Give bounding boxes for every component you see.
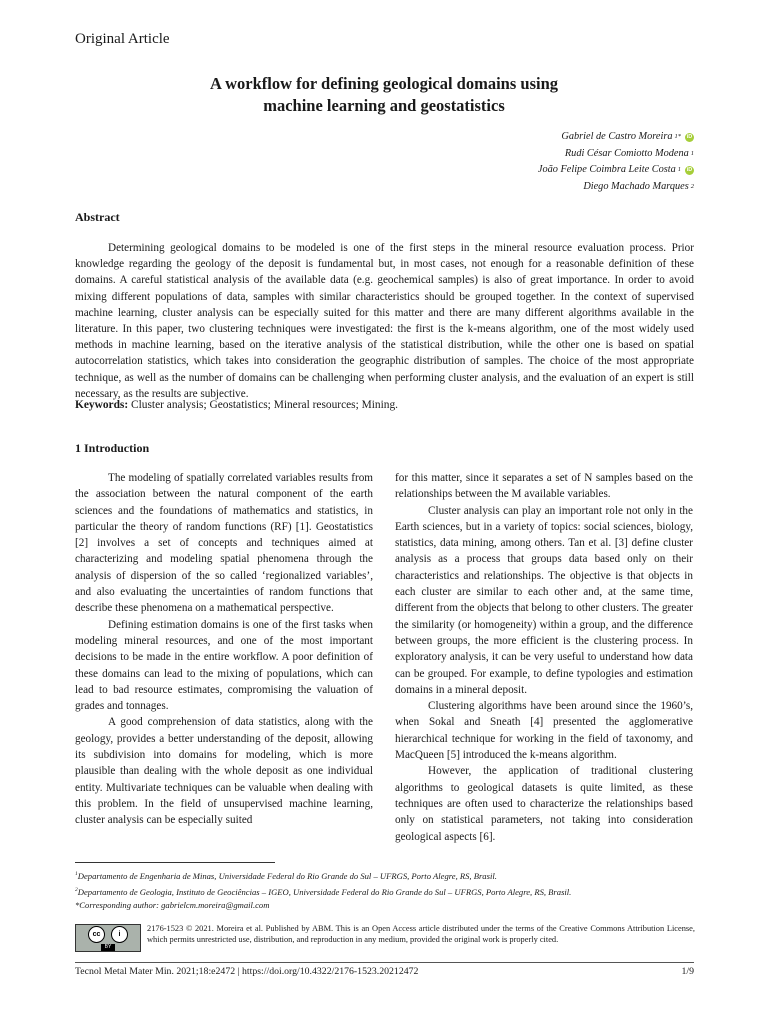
author-name: Rudi César Comiotto Modena: [564, 147, 689, 159]
author-item: Rudi César Comiotto Modena 1: [538, 146, 694, 163]
section-heading-introduction: 1 Introduction: [75, 441, 150, 455]
title-line-2: machine learning and geostatistics: [263, 96, 505, 115]
paragraph: Defining estimation domains is one of the first tasks when modeling mineral resources, and one of the most important decisions to be made in the entire workflow. A poor definition of these domains can lead to the mixing of populations, which can lead to bad resource estimates, compromising the valuation of grades and tonnages.: [75, 618, 373, 713]
page-footer: [75, 966, 694, 977]
article-type-label: Original Article: [75, 31, 170, 47]
keywords-label: Keywords:: [75, 399, 129, 411]
footnote: [75, 883, 695, 899]
license-by-label: BY: [101, 944, 116, 951]
orcid-icon[interactable]: iD: [686, 133, 693, 140]
affiliation-footnotes: [75, 867, 695, 899]
license-block: [75, 924, 695, 952]
column-right: [395, 470, 693, 845]
keywords: [75, 399, 694, 411]
keywords-text: Cluster analysis; Geostatistics; Mineral resources; Mining.: [131, 399, 399, 411]
author-item: Diego Machado Marques 2: [538, 179, 694, 196]
cc-by-license-icon[interactable]: [75, 924, 141, 952]
author-name: João Felipe Coimbra Leite Costa: [537, 164, 676, 175]
author-item: João Felipe Coimbra Leite Costa 1 iD: [538, 162, 694, 179]
footnote-divider: [75, 862, 275, 863]
paragraph: The modeling of spatially correlated variables results from the association between the natural component of the earth sciences and the foundations of mathematics and statistics, in particular the theory of random functions (RF) [1]. Geostatistics [2] involves a set of concepts and techniques aimed at characterizing and modeling spatial phenomena through the analysis of dispersion of the so called ‘regionalized variables’, and also evaluating the uncertainties of random functions that describe these phenomena on a mathematical perspective.: [75, 472, 373, 615]
creative-commons-icon: cc: [88, 926, 105, 943]
paragraph-continuation: for this matter, since it separates a set of N samples based on the relationships between the M available variables.: [395, 472, 693, 501]
article-title: [100, 73, 668, 117]
footnote-marker: 1: [75, 871, 78, 877]
license-text: 2176-1523 © 2021. Moreira et al. Published by ABM. This is an Open Access article distributed under the terms of the Creative Commons Attribution License, which permits unrestricted use, distribution, and reproduction in any medium, provided the original work is properly cited.: [147, 924, 695, 944]
corresponding-author: *Corresponding author: gabrielcm.moreira@gmail.com: [75, 900, 270, 910]
paragraph: Cluster analysis can play an important role not only in the Earth sciences, but in a variety of topics: social sciences, biology, statistics, data mining, among others. Tan et al. [3] define cluster analysis as a process that groups data based only on their characteristics and relationships. The objective is that objects in each cluster are similar to each other and, at the same time, different from the objects that belong to other clusters. The greater the similarity (or homogeneity) within a group, and the difference between groups, the more efficient is the clustering process. In exploratory analysis, it can be very useful to understand how data can be grouped. For example, to define typologies and estimation domains in a mineral deposit.: [395, 504, 693, 696]
footnote-marker: 2: [75, 886, 78, 893]
paragraph: However, the application of traditional clustering algorithms to geological datasets is quite limited, as these techniques are often used to characterize the relationships based only on statistical parameters, not taking into consideration geological aspects [6].: [395, 765, 693, 843]
orcid-icon[interactable]: iD: [686, 166, 693, 173]
journal-citation[interactable]: Tecnol Metal Mater Min. 2021;18:e2472 | https://doi.org/10.4322/2176-1523.20212472: [75, 966, 419, 977]
column-left: [75, 470, 373, 829]
footnote-text: Departamento de Engenharia de Minas, Universidade Federal do Rio Grande do Sul – UFRGS, Porto Alegre, RS, Brasil.: [77, 870, 497, 881]
footer-divider: [75, 962, 694, 963]
author-item: Gabriel de Castro Moreira 1* iD: [538, 129, 694, 146]
abstract-body: Determining geological domains to be modeled is one of the first steps in the mineral resource evaluation process. Prior knowledge regarding the geology of the deposit is fundamental but, in most cases, not enough for a reasonable definition of these domains. A careful statistical analysis of the available data (e.g. geochemical samples) is also of great importance. In order to avoid mixing different populations of data, samples with similar characteristics should be grouped together. In the context of supervised machine learning, cluster analysis can be especially suited for this matter and there are many different algorithms available in the literature. In this paper, two clustering techniques were investigated: the first is the k-means algorithm, one of the most widely used methods in machine learning, based on the iterative analysis of the statistical distribution, while the other one is based on spatial autocorrelation statistics, which takes into consideration the geographic distribution of samples. The choice of the most appropriate technique, as well as the number of domains can be challenging when performing cluster analysis, and the evaluation of an expert is still necessary, as the results are subjective.: [75, 242, 694, 400]
title-line-1: A workflow for defining geological domains using: [209, 74, 559, 93]
attribution-person-icon: i: [111, 926, 128, 943]
footnote-text: Departamento de Geologia, Instituto de Geociências – IGEO, Universidade Federal do Rio Grande do Sul – UFRGS, Porto Alegre, RS, Brasil.: [77, 886, 572, 897]
author-list: [538, 129, 694, 195]
paragraph: Clustering algorithms have been around since the 1960’s, when Sokal and Sneath [4] presented the agglomerative hierarchical technique for working in the field of taxonomy, and MacQueen [5] introduced the k-means algorithm.: [395, 700, 693, 762]
page-number: 1/9: [681, 966, 694, 977]
footnote: [75, 867, 695, 883]
author-name: Diego Machado Marques: [583, 180, 689, 192]
abstract-heading: Abstract: [75, 210, 120, 224]
paragraph: A good comprehension of data statistics, along with the geology, provides a better understanding of the deposit, allowing its subdivision into domains for modeling, which is more plausible than dealing with the whole deposit as one individual entity. Multivariate techniques can be valuable when dealing with this problem. In the field of unsupervised machine learning, cluster analysis can be especially suited: [75, 716, 373, 827]
author-name: Gabriel de Castro Moreira: [561, 131, 673, 142]
